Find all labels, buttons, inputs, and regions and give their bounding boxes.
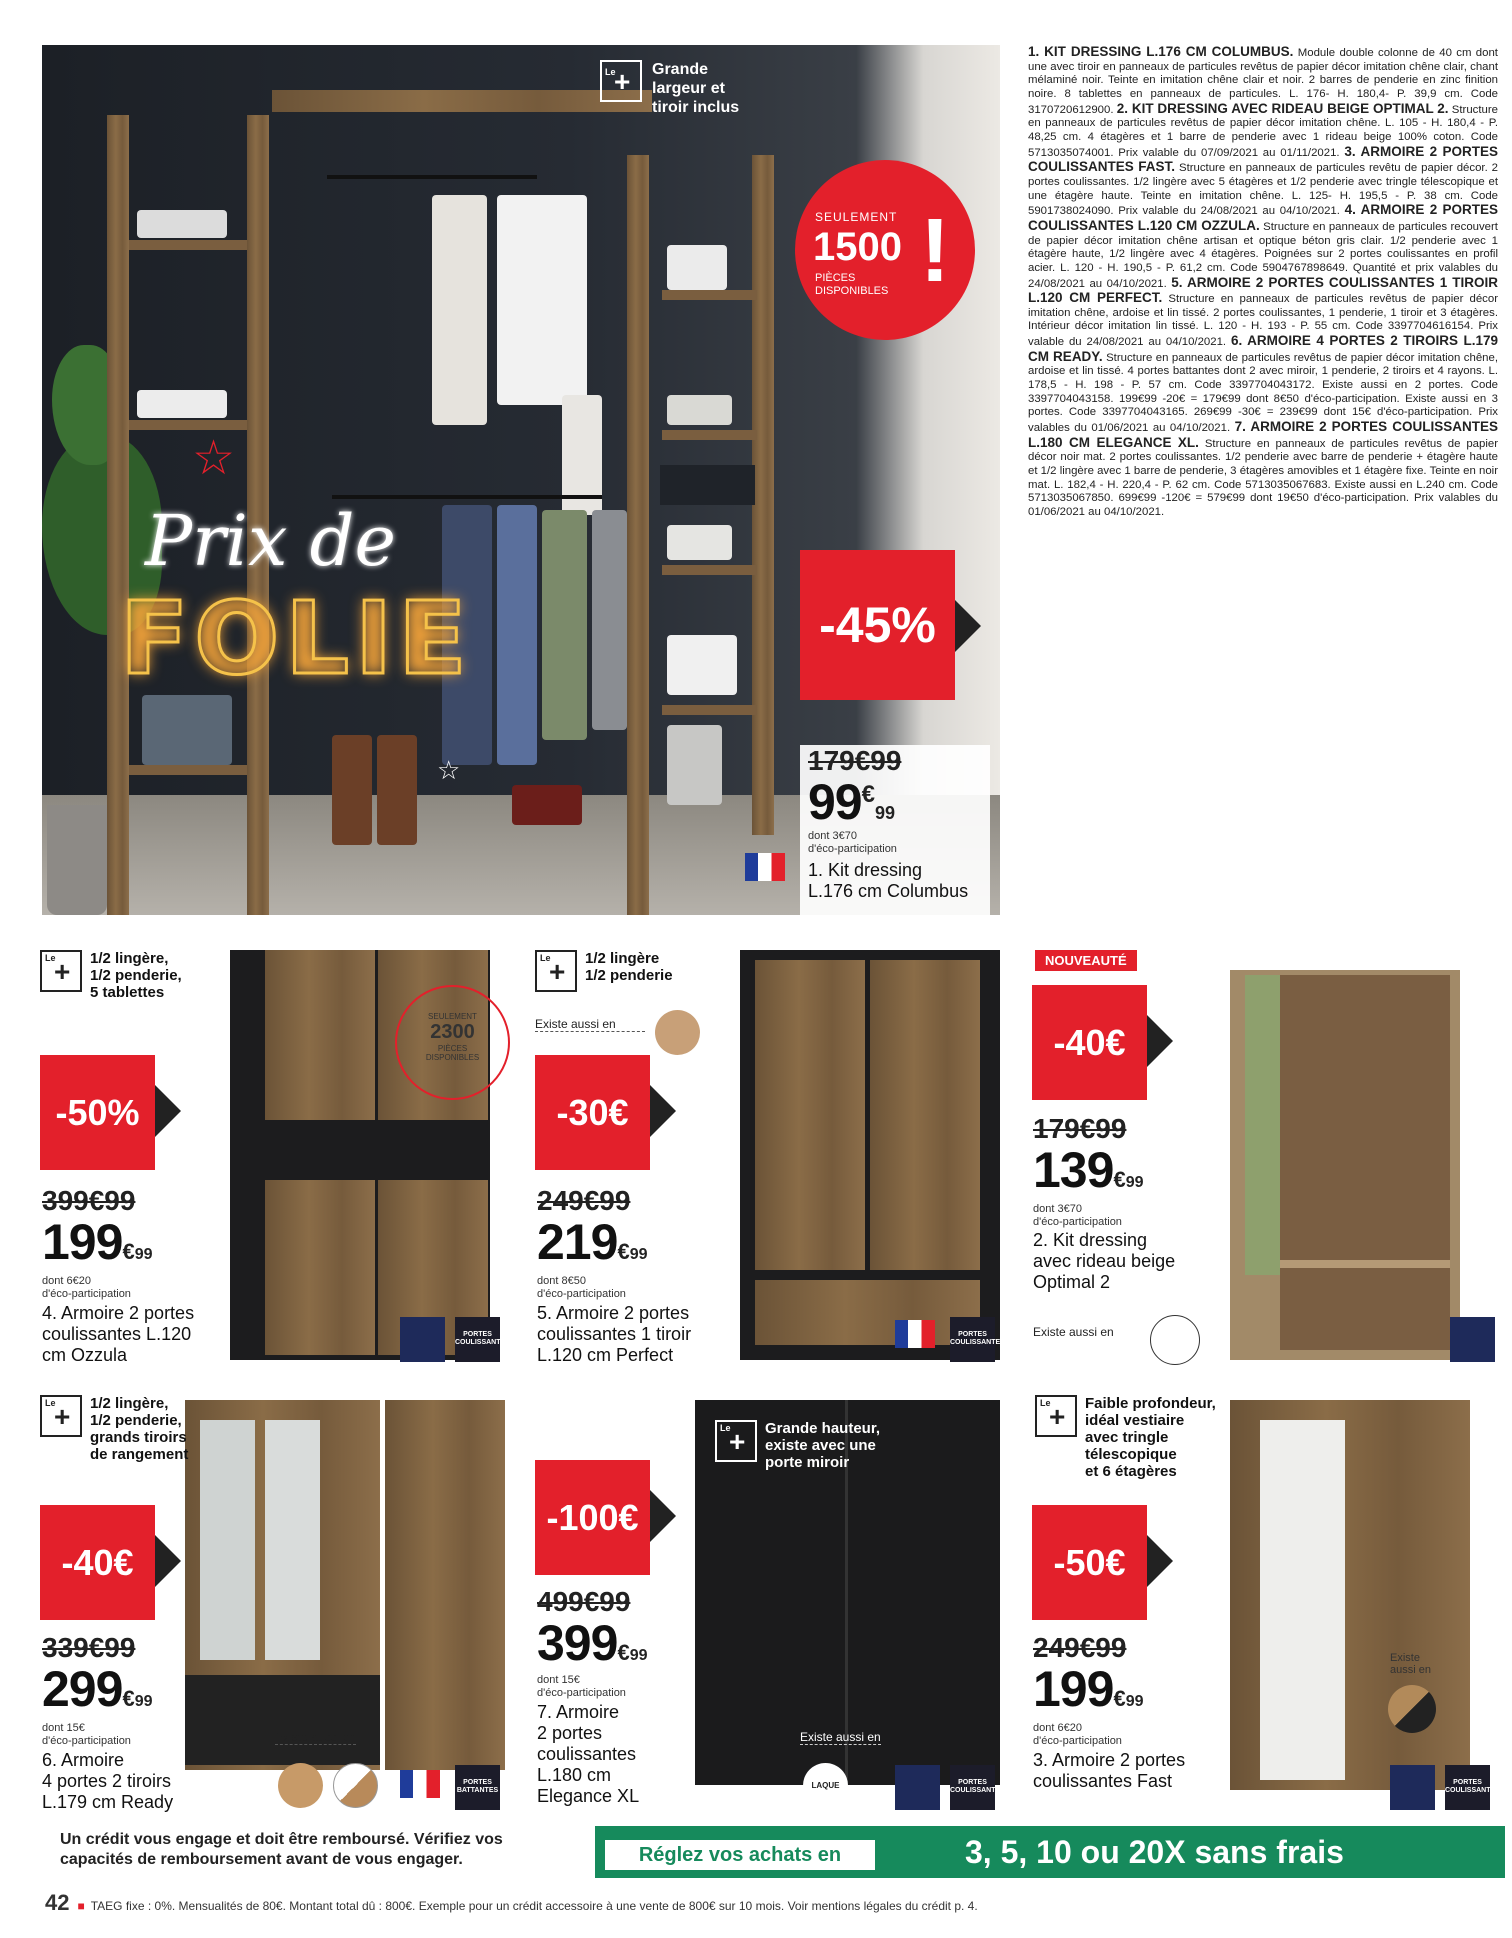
- color-swatch[interactable]: [1388, 1685, 1436, 1733]
- type-badge: PORTES BATTANTES: [455, 1765, 500, 1810]
- old-price: 179€99: [808, 745, 902, 776]
- star-icon: ☆: [437, 755, 461, 785]
- le-plus-icon: Le +: [1035, 1395, 1077, 1437]
- hero-feature: [600, 60, 739, 117]
- color-swatch[interactable]: LAQUE: [803, 1763, 848, 1808]
- new-price: 399€99: [537, 1615, 648, 1671]
- product-card-ready[interactable]: Le + 1/2 lingère, 1/2 penderie, grands tiroirs de rangement -40€ 339€99 299€99 dont 15€ d'éco-participation 6. Armoire 4 portes 2 tiroirs L.179 cm Ready Existe aussi en PORTES BATTANTES: [40, 1390, 520, 1820]
- product-card-fast[interactable]: Le + Faible profondeur, idéal vestiaire avec tringle télescopique et 6 étagères -50€ 249€99 199€99 dont 6€20 d'éco-participation 3. Armoire 2 portes coulissantes Fast Existe aussi en PORTES COULISSANTES: [1030, 1390, 1500, 1820]
- product-card-perfect[interactable]: Le + 1/2 lingère 1/2 penderie Existe aussi en -30€ 249€99 219€99 dont 8€50 d'éco-participation 5. Armoire 2 portes coulissantes 1 tiroir L.120 cm Perfect PORTES COULISSANTES: [535, 950, 1005, 1365]
- le-plus-icon: Le +: [715, 1420, 757, 1462]
- type-badge: PORTES COULISSANTES: [1445, 1765, 1490, 1810]
- hero-feature-line: tiroir inclus: [652, 99, 740, 116]
- color-swatch[interactable]: [655, 1010, 700, 1055]
- product-card-optimal[interactable]: NOUVEAUTÉ -40€ 179€99 139€99 dont 3€70 d'éco-participation 2. Kit dressing avec rideau beige Optimal 2 Existe aussi en: [1030, 945, 1500, 1365]
- plant-pot: [47, 805, 107, 915]
- new-badge: NOUVEAUTÉ: [1035, 950, 1137, 971]
- type-badge: PORTES COULISSANTES: [950, 1765, 995, 1810]
- new-price: 99€99: [808, 774, 896, 830]
- new-price: 299€99: [42, 1661, 153, 1717]
- hero-price-box: 179€99 99€99 dont 3€70 d'éco-participation 1. Kit dressing L.176 cm Columbus: [800, 745, 990, 915]
- hero-feature-line: largeur et: [652, 80, 725, 97]
- credit-cta: Réglez vos achats en: [605, 1840, 875, 1870]
- discount-badge: -40€: [1032, 985, 1147, 1100]
- neon-prix-text: Prix de: [145, 500, 396, 582]
- le-plus-icon: Le +: [40, 1395, 82, 1437]
- discount-badge: -50%: [40, 1055, 155, 1170]
- stock-badge: SEULEMENT 2300 PIÈCES DISPONIBLES: [395, 985, 510, 1100]
- product-descriptions: 1. KIT DRESSING L.176 CM COLUMBUS. Module double colonne de 40 cm dont une avec tiroir en panneaux de particules revêtus de papier décor imitation chêne clair, chant mélaminé noir. Teinte en imitation chêne clair et noir. 2 barres de penderie en zinc finition noire. 8 tablettes en panneaux de particules. L. 176- H. 180,4- P. 39,9 cm. Code 3170720612900. 2. KIT DRESSING AVEC RIDEAU BEIGE OPTIMAL 2. Structure en panneaux de particules revêtus de papier décor imitation chêne. L. 105 - H. 180,4 - P. 48,25 cm. 4 étagères et 1 barre de penderie avec 1 rideau beige 100% coton. Code 5713035074001. Prix valable du 07/09/2021 au 01/11/2021. 3. ARMOIRE 2 PORTES COULISSANTES FAST. Structure en panneaux de particules revêtu de papier décor. 2 portes coulissantes. 1/2 lingère avec 5 étagères et 1/2 penderie avec tringle télescopique et une étagère haute. Teinte en imitation chêne. L. 125- H. 195,5 - P. 38 cm. Code 5901738024090. Prix valable du 24/08/2021 au 04/10/2021. 4. ARMOIRE 2 PORTES COULISSANTES L.120 CM OZZULA. Structure en panneaux de particules recouvert de papier décor imitation chêne artisan et optique béton gris clair. 1/2 penderie avec 1 étagère haute, 1/2 lingère avec 4 étagères. Poignées sur 2 portes coulissantes en profil acier. L. 120 - H. 190,5 - P. 61,2 cm. Code 5904767898649. Quantité et prix valables du 24/08/2021 au 04/10/2021. 5. ARMOIRE 2 PORTES COULISSANTES 1 TIROIR L.120 CM PERFECT. Structure en panneaux de particules revêtus de papier décor imitation chêne, ardoise et lin tissé. 2 portes coulissantes, 1 penderie, 1 tiroir et 3 étagères. Intérieur décor imitation lin tissé. L. 120 - H. 193 - P. 55 cm. Code 3397704616154. Prix valable du 24/08/2021 au 04/10/2021. 6. ARMOIRE 4 PORTES 2 TIROIRS L.179 CM READY. Structure en panneaux de particules revêtus de papier décor imitation chêne, ardoise et lin tissé. 4 portes battantes dont 2 avec miroir, 1 penderie, 2 tiroirs et 4 rayons. L. 178,5 - H. 198 - P. 57 cm. Code 3397704043172. Existe aussi en 2 portes. Code 3397704043158. 199€99 -20€ = 179€99 dont 8€50 d'éco-participation. Existe aussi en 3 portes. Code 3397704043165. 269€99 -30€ = 239€99 dont 15€ d'éco-participation. Prix valables du 01/06/2021 au 04/10/2021. 7. ARMOIRE 2 PORTES COULISSANTES L.180 CM ELEGANCE XL. Structure en panneaux de particules revêtus de papier décor noir mat. 2 portes coulissantes. 1/2 penderie avec barre de penderie + étagère haute et 1/2 lingère avec 1 barre de penderie, 3 étagères amovibles et 1 étagère fixe. Teinte en noir mat. L. 182,4 - H. 220,4 - P. 62 cm. Code 5713035067683. Existe aussi en L.240 cm. Code 5713035067850. 699€99 -120€ = 579€99 dont 19€50 d'éco-participation. Prix valables du 01/06/2021 au 04/10/2021.: [1028, 44, 1499, 518]
- color-swatch[interactable]: [1150, 1315, 1200, 1365]
- old-price: 249€99: [537, 1185, 631, 1216]
- stock-badge: SEULEMENT 1500 PIÈCES DISPONIBLES !: [795, 160, 975, 340]
- neon-folie-text: FOLIE: [120, 580, 473, 697]
- wardrobe-image: [185, 1400, 505, 1770]
- le-plus-icon: Le +: [40, 950, 82, 992]
- quality-badge: [895, 1765, 940, 1810]
- quality-badge: [1390, 1765, 1435, 1810]
- old-price: 399€99: [42, 1185, 136, 1216]
- new-price: 199€99: [1033, 1661, 1144, 1717]
- type-badge: PORTES COULISSANTES: [455, 1317, 500, 1362]
- new-price: 219€99: [537, 1214, 648, 1270]
- old-price: 249€99: [1033, 1632, 1127, 1663]
- credit-offer: 3, 5, 10 ou 20X sans frais: [965, 1834, 1344, 1870]
- wardrobe-image: [740, 950, 1000, 1360]
- old-price: 179€99: [1033, 1113, 1127, 1144]
- star-icon: ☆: [192, 432, 236, 485]
- product-card-elegance[interactable]: Le + Grande hauteur, existe avec une porte miroir -100€ 499€99 399€99 dont 15€ d'éco-participation 7. Armoire 2 portes coulissantes L.180 cm Elegance XL Existe aussi en LAQUE PORTES COULISSANTES: [535, 1390, 1015, 1820]
- page-number: 42: [45, 1890, 70, 1915]
- wardrobe-image: [1230, 970, 1460, 1360]
- credit-warning: Un crédit vous engage et doit être remboursé. Vérifiez vos capacités de remboursement avant de vous engager.: [60, 1831, 503, 1868]
- legal-footer: 42 ■ TAEG fixe : 0%. Mensualités de 80€. Montant total dû : 800€. Exemple pour un crédit accessoire à une vente de 800€ sur 10 mois. Voir mentions légales du crédit p. 4.: [45, 1890, 978, 1915]
- new-price: 199€99: [42, 1214, 153, 1270]
- discount-badge: -40€: [40, 1505, 155, 1620]
- le-plus-icon: Le +: [600, 60, 642, 102]
- discount-badge: -30€: [535, 1055, 650, 1170]
- credit-offer-banner[interactable]: [595, 1826, 1505, 1878]
- france-flag: [895, 1320, 935, 1348]
- new-price: 139€99: [1033, 1142, 1144, 1198]
- discount-badge: -50€: [1032, 1505, 1147, 1620]
- old-price: 499€99: [537, 1586, 631, 1617]
- discount-badge: -100€: [535, 1460, 650, 1575]
- france-flag: [745, 853, 785, 881]
- wardrobe-image: [1230, 1400, 1470, 1790]
- color-swatch[interactable]: [333, 1763, 378, 1808]
- france-flag: [400, 1770, 440, 1798]
- le-plus-icon: Le +: [535, 950, 577, 992]
- product-card-ozzula[interactable]: Le + 1/2 lingère, 1/2 penderie, 5 tablettes SEULEMENT 2300 PIÈCES DISPONIBLES -50% 399€99 199€99 dont 6€20 d'éco-participation 4. Armoire 2 portes coulissantes L.120 cm Ozzula PORTES COULISSANTES: [42, 950, 510, 1365]
- old-price: 339€99: [42, 1632, 136, 1663]
- color-swatch[interactable]: [278, 1763, 323, 1808]
- hero-discount: -45%: [800, 550, 955, 700]
- hero-feature-line: Grande: [652, 61, 709, 78]
- discount-arrow: [955, 600, 981, 652]
- quality-badge: [1450, 1317, 1495, 1362]
- type-badge: PORTES COULISSANTES: [950, 1317, 995, 1362]
- quality-badge: [400, 1317, 445, 1362]
